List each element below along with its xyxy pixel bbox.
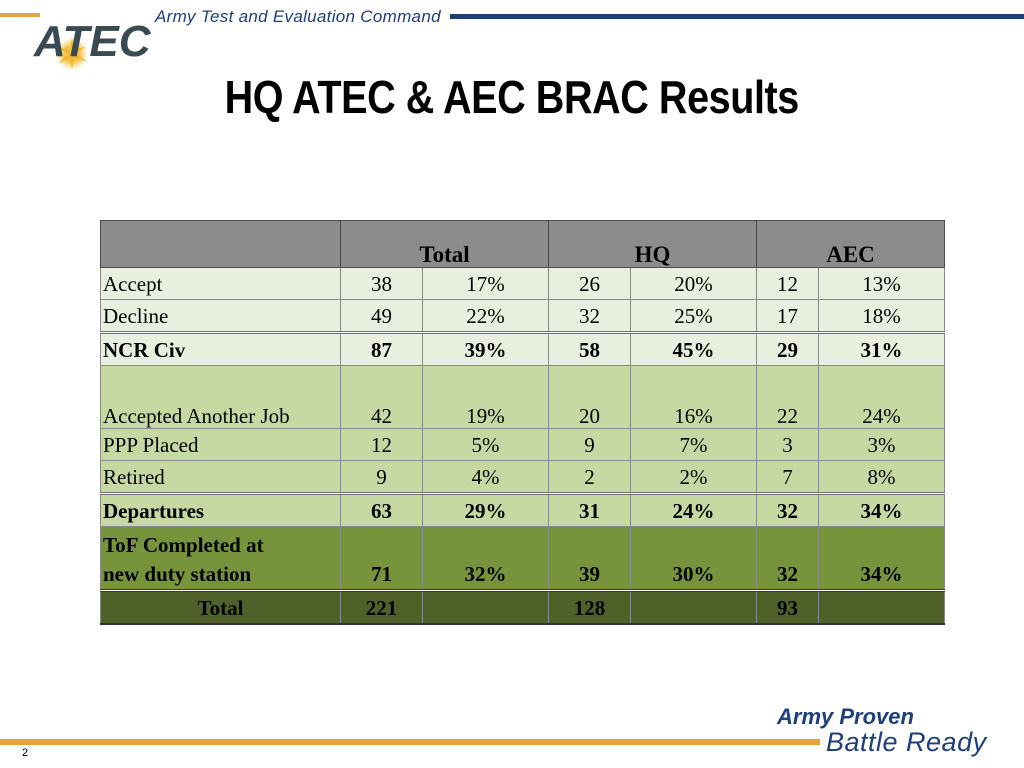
- aec-count: 32: [757, 494, 819, 527]
- hq-percent: 30%: [631, 527, 757, 591]
- row-label: Total: [101, 591, 341, 625]
- total-percent: [423, 591, 549, 625]
- aec-count: 3: [757, 429, 819, 461]
- total-count: 71: [341, 527, 423, 591]
- hq-percent: 2%: [631, 461, 757, 494]
- total-count: 63: [341, 494, 423, 527]
- hq-count: 26: [549, 268, 631, 300]
- total-percent: 4%: [423, 461, 549, 494]
- hq-count: 39: [549, 527, 631, 591]
- table-row-subtotal: [101, 333, 945, 366]
- header-hq: HQ: [549, 221, 757, 268]
- row-label: Accept: [101, 268, 341, 300]
- table-row: [101, 300, 945, 333]
- aec-count: 93: [757, 591, 819, 625]
- org-tagline: Army Test and Evaluation Command: [155, 7, 441, 26]
- aec-percent: 18%: [819, 300, 945, 333]
- table-row: [101, 461, 945, 494]
- header-aec: AEC: [757, 221, 945, 268]
- row-label-line2: new duty station: [103, 562, 252, 586]
- aec-count: 32: [757, 527, 819, 591]
- row-label: Accepted Another Job: [101, 366, 341, 429]
- total-count: 49: [341, 300, 423, 333]
- aec-count: 7: [757, 461, 819, 494]
- hq-count: 32: [549, 300, 631, 333]
- brac-results-table: [100, 220, 945, 625]
- total-count: 12: [341, 429, 423, 461]
- row-label: [101, 527, 341, 591]
- hq-percent: 20%: [631, 268, 757, 300]
- total-count: 87: [341, 333, 423, 366]
- hq-count: 20: [549, 366, 631, 429]
- row-label: NCR Civ: [101, 333, 341, 366]
- total-count: 221: [341, 591, 423, 625]
- aec-count: 12: [757, 268, 819, 300]
- total-percent: 39%: [423, 333, 549, 366]
- row-label: PPP Placed: [101, 429, 341, 461]
- aec-percent: 24%: [819, 366, 945, 429]
- row-label: Retired: [101, 461, 341, 494]
- aec-percent: 13%: [819, 268, 945, 300]
- aec-percent: 3%: [819, 429, 945, 461]
- table-row: [101, 366, 945, 429]
- hq-percent: 16%: [631, 366, 757, 429]
- aec-percent: 31%: [819, 333, 945, 366]
- table-row: [101, 429, 945, 461]
- aec-percent: 8%: [819, 461, 945, 494]
- hq-count: 2: [549, 461, 631, 494]
- slide-title: HQ ATEC & AEC BRAC Results: [224, 71, 799, 123]
- footer-accent-line: [0, 739, 820, 745]
- aec-count: 29: [757, 333, 819, 366]
- hq-percent: 7%: [631, 429, 757, 461]
- header-accent-line-right: [450, 14, 1024, 19]
- hq-percent: 25%: [631, 300, 757, 333]
- header-blank-cell: [101, 221, 341, 268]
- hq-percent: 24%: [631, 494, 757, 527]
- header-total: Total: [341, 221, 549, 268]
- aec-percent: [819, 591, 945, 625]
- page-number: 2: [22, 747, 29, 759]
- table-header-row: [101, 221, 945, 268]
- hq-percent: [631, 591, 757, 625]
- row-label: Decline: [101, 300, 341, 333]
- hq-count: 31: [549, 494, 631, 527]
- row-label: Departures: [101, 494, 341, 527]
- hq-percent: 45%: [631, 333, 757, 366]
- table-row-total: [101, 591, 945, 625]
- logo-text: ATEC: [34, 17, 151, 66]
- aec-percent: 34%: [819, 527, 945, 591]
- hq-count: 58: [549, 333, 631, 366]
- total-percent: 19%: [423, 366, 549, 429]
- total-count: 38: [341, 268, 423, 300]
- hq-count: 9: [549, 429, 631, 461]
- hq-count: 128: [549, 591, 631, 625]
- aec-count: 22: [757, 366, 819, 429]
- row-label-line1: ToF Completed at: [103, 533, 264, 557]
- total-count: 42: [341, 366, 423, 429]
- total-percent: 29%: [423, 494, 549, 527]
- total-percent: 17%: [423, 268, 549, 300]
- aec-percent: 34%: [819, 494, 945, 527]
- total-percent: 22%: [423, 300, 549, 333]
- table-row: [101, 268, 945, 300]
- total-count: 9: [341, 461, 423, 494]
- table-row-subtotal: [101, 494, 945, 527]
- table-row-subtotal: [101, 527, 945, 591]
- slogan-line1: Army Proven: [777, 704, 914, 729]
- total-percent: 5%: [423, 429, 549, 461]
- total-percent: 32%: [423, 527, 549, 591]
- slogan-line2: Battle Ready: [826, 727, 987, 757]
- aec-count: 17: [757, 300, 819, 333]
